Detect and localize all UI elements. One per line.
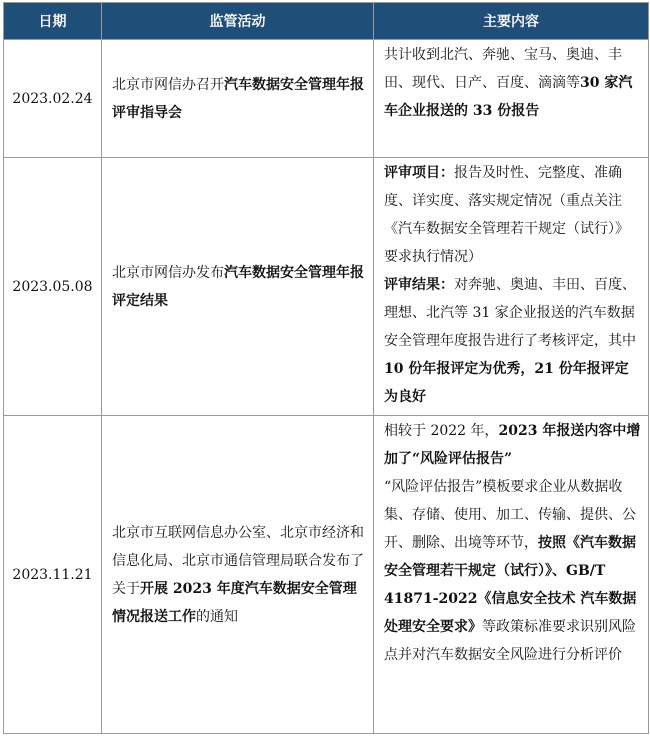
content-cell (374, 158, 649, 416)
date-cell: 2023.05.08 (4, 158, 102, 416)
activity-cell (102, 158, 374, 416)
regulation-table (3, 2, 649, 734)
table-row (4, 416, 649, 734)
content-highlight: 2023 年报送内容中增加了“风险评估报告” (384, 423, 641, 467)
content-paragraph (384, 473, 642, 669)
activity-highlight: 汽车数据安全管理年报评审指导会 (112, 76, 364, 121)
activity-text: 的通知 (196, 608, 238, 625)
activity-text: 北京市网信办召开 (112, 76, 224, 93)
table-row (4, 158, 649, 416)
content-paragraph (384, 271, 642, 411)
activity-cell (102, 416, 374, 734)
header-date: 日期 (4, 3, 102, 40)
content-label: 评审项目： (384, 165, 454, 181)
activity-highlight: 汽车数据安全管理年报评定结果 (112, 264, 364, 309)
content-label: 评审结果： (384, 277, 454, 293)
content-paragraph (384, 41, 642, 125)
date-cell: 2023.02.24 (4, 40, 102, 158)
content-cell (374, 40, 649, 158)
content-text: 报告及时性、完整度、准确度、详实度、落实规定情况（重点关注《汽车数据安全管理若干规定（试行）》要求执行情况） (384, 165, 629, 265)
activity-cell (102, 40, 374, 158)
activity-text: 北京市网信办发布 (112, 264, 224, 281)
content-cell (374, 416, 649, 734)
header-activity: 监管活动 (102, 3, 374, 40)
content-text: “风险评估报告”模板要求企业从数据收集、存储、使用、加工、传输、提供、公开、删除、出境等环节， (384, 479, 636, 551)
content-paragraph (384, 159, 642, 271)
content-text: 等政策标准要求识别风险点并对汽车数据安全风险进行分析评价 (384, 619, 636, 663)
content-text: 对奔驰、奥迪、丰田、百度、理想、北汽等 31 家企业报送的汽车数据安全管理年度报告进行了考核评定，其中 (384, 277, 636, 349)
content-highlight: 10 份年报评定为优秀，21 份年报评定为良好 (384, 361, 629, 405)
content-highlight: 按照《汽车数据安全管理若干规定（试行）》、GB/T 41871-2022《信息安全技术 汽车数据处理安全要求》 (384, 535, 637, 635)
date-cell: 2023.11.21 (4, 416, 102, 734)
content-paragraph (384, 417, 642, 473)
header-content: 主要内容 (374, 3, 649, 40)
activity-text: 北京市互联网信息办公室、北京市经济和信息化局、北京市通信管理局联合发布了关于 (112, 524, 364, 597)
header-row (4, 3, 649, 40)
content-highlight: 30 家汽车企业报送的 33 份报告 (384, 75, 633, 119)
content-text: 相较于 2022 年， (384, 423, 499, 439)
activity-highlight: 开展 2023 年度汽车数据安全管理情况报送工作 (112, 580, 357, 625)
table-row (4, 40, 649, 158)
content-text: 共计收到北汽、奔驰、宝马、奥迪、丰田、现代、日产、百度、滴滴等 (384, 47, 622, 91)
